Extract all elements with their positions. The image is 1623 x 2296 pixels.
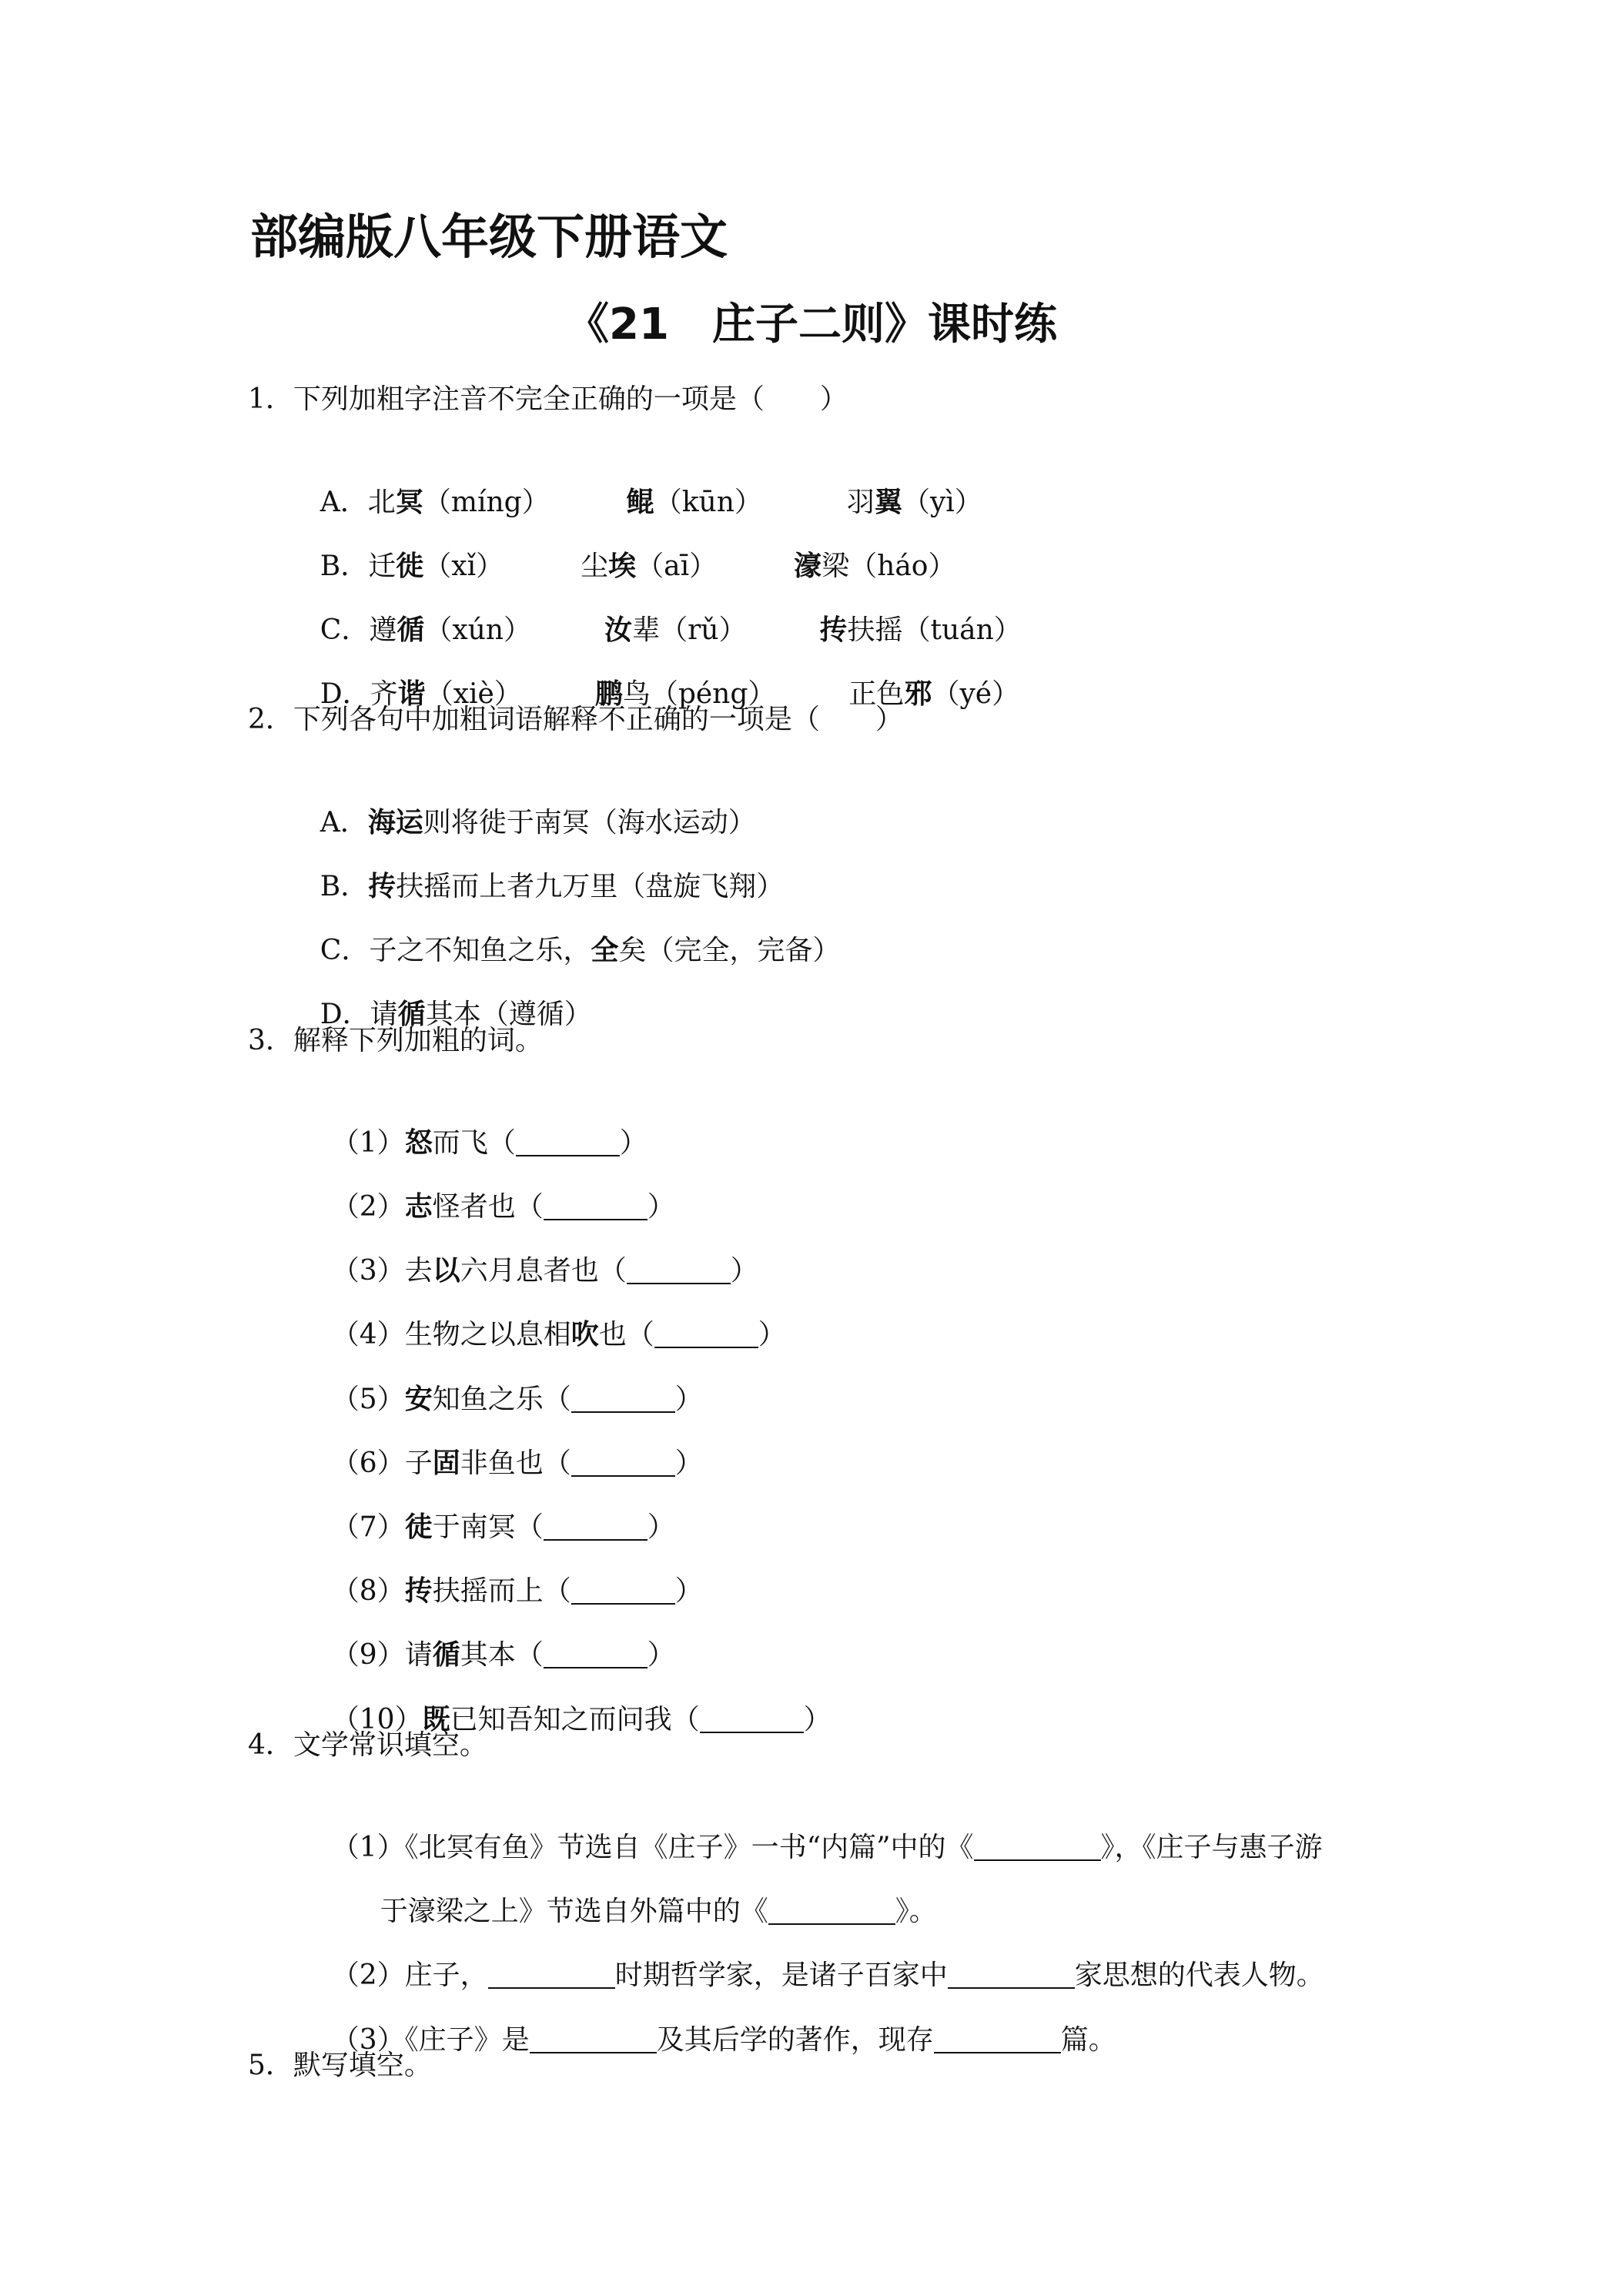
q1-option-c[interactable]: C．遵循（xún） 汝辈（rǔ） 抟扶摇（tuán） [320, 614, 1022, 646]
q4-item-3: （3）《庄子》是 及其后学的著作，现存 篇。 [331, 2024, 1116, 2056]
answer-blank[interactable] [530, 2024, 657, 2053]
option-label: C． [320, 935, 370, 966]
q1-option-a[interactable]: A．北冥（míng） 鲲（kūn） 羽翼（yì） [320, 487, 982, 518]
option-label: D． [320, 678, 370, 710]
question-2-stem: 2．下列各句中加粗词语解释不正确的一项是（ ） [248, 704, 903, 735]
q2-option-a[interactable]: A．海运则将徙于南冥（海水运动） [320, 807, 756, 838]
q3-item-1: （1）怒而飞（ ） [331, 1127, 648, 1159]
option-label: B． [320, 551, 369, 582]
question-3-stem: 3．解释下列加粗的词。 [248, 1025, 543, 1056]
q1-option-b[interactable]: B．迁徙（xǐ） 尘埃（aī） 濠梁（háo） [320, 551, 956, 582]
document-title: 部编版八年级下册语文 [250, 209, 728, 265]
document-subtitle: 《21 庄子二则》课时练 [566, 300, 1057, 350]
option-label: A． [320, 487, 368, 518]
q3-item-9: （9）请循其本（ ） [331, 1639, 675, 1671]
q4-item-1-line-2: 于濠梁之上》节选自外篇中的《 》。 [380, 1896, 937, 1927]
option-label: D． [320, 999, 370, 1030]
answer-blank[interactable] [700, 1704, 804, 1733]
q2-option-c[interactable]: C．子之不知鱼之乐，全矣（完全，完备） [320, 935, 841, 966]
q3-item-10: （10）既已知吾知之而问我（ ） [331, 1704, 832, 1735]
q1-option-d[interactable]: D．齐谐（xiè） 鹏鸟（péng） 正色邪（yé） [320, 678, 1020, 710]
q3-item-4: （4）生物之以息相吹也（ ） [331, 1319, 786, 1350]
q4-item-1-line-1: （1）《北冥有鱼》节选自《庄子》一书“内篇”中的《 》，《庄子与惠子游 [331, 1832, 1323, 1863]
option-label: C． [320, 614, 370, 646]
q3-item-6: （6）子固非鱼也（ ） [331, 1448, 703, 1479]
q3-item-2: （2）志怪者也（ ） [331, 1191, 675, 1223]
q3-item-3: （3）去以六月息者也（ ） [331, 1255, 758, 1287]
q3-item-5: （5）安知鱼之乐（ ） [331, 1384, 703, 1415]
q2-option-b[interactable]: B．抟扶摇而上者九万里（盘旋飞翔） [320, 871, 785, 902]
option-label: B． [320, 871, 369, 902]
question-1-stem: 1．下列加粗字注音不完全正确的一项是（ ） [248, 383, 848, 415]
question-5-stem: 5．默写填空。 [248, 2050, 432, 2081]
q4-item-2: （2）庄子， 时期哲学家，是诸子百家中 家思想的代表人物。 [331, 1960, 1324, 1991]
q3-item-7: （7）徒于南冥（ ） [331, 1511, 675, 1543]
q3-item-8: （8）抟扶摇而上（ ） [331, 1575, 703, 1607]
answer-blank[interactable] [934, 2024, 1061, 2053]
answer-blank[interactable] [974, 1832, 1101, 1861]
q2-option-d[interactable]: D．请循其本（遵循） [320, 999, 592, 1030]
question-4-stem: 4．文学常识填空。 [248, 1729, 487, 1761]
option-label: A． [320, 807, 368, 838]
